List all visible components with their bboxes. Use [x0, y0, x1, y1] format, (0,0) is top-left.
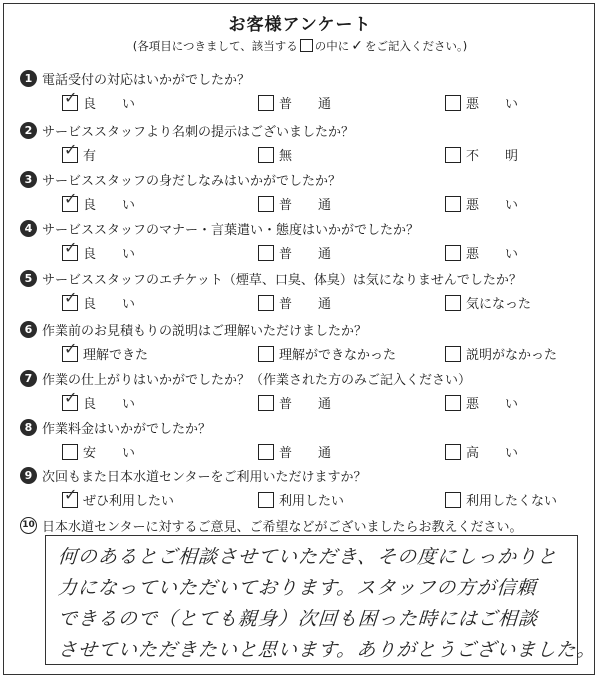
- answer-option[interactable]: [258, 93, 331, 112]
- question-heading: [20, 368, 471, 388]
- answer-option[interactable]: [258, 393, 331, 412]
- checkbox[interactable]: [62, 387, 78, 411]
- checkmark-icon: ✓: [64, 188, 78, 208]
- instruction-post: をご記入ください。): [365, 39, 468, 53]
- comment-line-2: 力になっていただいております。スタッフの方が信頼: [57, 577, 538, 599]
- checkmark-icon: ✓: [64, 139, 78, 159]
- instruction-mid: の中に: [314, 39, 350, 53]
- checkbox[interactable]: [445, 245, 461, 261]
- answer-option[interactable]: [445, 442, 518, 461]
- answer-option[interactable]: [445, 393, 518, 412]
- checkbox[interactable]: [445, 295, 461, 311]
- question-number-badge: 10: [20, 517, 37, 534]
- option-label: 利用したい: [279, 494, 345, 509]
- answer-option[interactable]: [62, 139, 97, 164]
- checkbox[interactable]: [62, 237, 78, 261]
- question-6: [20, 319, 590, 371]
- question-text: サービススタッフのマナー・言葉遣い・態度はいかがでしたか？: [42, 222, 420, 238]
- checkbox[interactable]: [62, 484, 78, 508]
- checkbox[interactable]: [258, 444, 274, 460]
- question-number-badge: 5: [20, 270, 37, 287]
- question-heading: [20, 465, 366, 485]
- option-label: 不 明: [466, 149, 519, 164]
- option-label: 良 い: [83, 198, 136, 213]
- question-9: [20, 465, 590, 517]
- question-text: 次回もまた日本水道センターをご利用いただけますか？: [42, 469, 367, 485]
- option-label: 良 い: [83, 97, 136, 112]
- option-label: 理解できた: [83, 348, 149, 363]
- option-label: 説明がなかった: [466, 348, 558, 363]
- answer-option[interactable]: [258, 442, 331, 461]
- checkbox[interactable]: [258, 147, 274, 163]
- checkmark-icon: ✓: [64, 237, 78, 257]
- question-10-text: 日本水道センターに対するご意見、ご希望などがございましたらお教えください。: [42, 519, 523, 535]
- answer-option[interactable]: [258, 344, 396, 363]
- checkbox[interactable]: [258, 395, 274, 411]
- answer-option[interactable]: [445, 293, 531, 312]
- checkmark-icon: ✓: [64, 287, 78, 307]
- question-number-badge: 9: [20, 467, 37, 484]
- question-heading: [20, 120, 354, 140]
- question-3: [20, 169, 590, 221]
- comment-line-4: させていただきたいと思います。ありがとうございました。: [57, 639, 598, 661]
- option-label: 普 通: [279, 247, 332, 262]
- question-number-badge: 7: [20, 370, 37, 387]
- checkbox[interactable]: [62, 338, 78, 362]
- question-text: 作業の仕上がりはいかがでしたか？（作業された方のみご記入ください）: [42, 372, 472, 388]
- question-number-badge: 6: [20, 321, 37, 338]
- answer-option[interactable]: [258, 145, 292, 164]
- option-label: 良 い: [83, 297, 136, 312]
- checkbox[interactable]: [62, 87, 78, 111]
- question-text: サービススタッフより名刺の提示はございましたか？: [42, 124, 355, 140]
- question-8: [20, 417, 590, 469]
- answer-option[interactable]: [258, 293, 331, 312]
- option-label: 悪 い: [466, 198, 519, 213]
- checkmark-icon: ✓: [64, 387, 78, 407]
- answer-option[interactable]: [445, 145, 518, 164]
- checkbox[interactable]: [445, 95, 461, 111]
- option-label: 普 通: [279, 198, 332, 213]
- checkmark-icon: ✓: [351, 38, 363, 54]
- question-text: 電話受付の対応はいかがでしたか？: [42, 72, 251, 88]
- question-heading: [20, 417, 211, 437]
- question-text: サービススタッフの身だしなみはいかがでしたか？: [42, 173, 342, 189]
- answer-option[interactable]: [445, 243, 518, 262]
- question-number-badge: 8: [20, 419, 37, 436]
- option-label: 高 い: [466, 446, 519, 461]
- answer-option[interactable]: [258, 194, 331, 213]
- checkbox[interactable]: [258, 245, 274, 261]
- option-label: 普 通: [279, 297, 332, 312]
- answer-option[interactable]: [62, 387, 136, 412]
- question-number-badge: 2: [20, 122, 37, 139]
- checkbox[interactable]: [445, 147, 461, 163]
- question-number-badge: 3: [20, 171, 37, 188]
- answer-option[interactable]: [62, 287, 136, 312]
- option-label: 安 い: [83, 446, 136, 461]
- checkbox[interactable]: [258, 492, 274, 508]
- answer-option[interactable]: [258, 490, 344, 509]
- answer-option[interactable]: [62, 87, 136, 112]
- checkbox[interactable]: [62, 444, 78, 460]
- question-1: [20, 68, 590, 120]
- question-heading: [20, 218, 419, 238]
- question-number-badge: 4: [20, 220, 37, 237]
- option-label: 有: [83, 149, 97, 164]
- checkbox[interactable]: [258, 295, 274, 311]
- question-number-badge: 1: [20, 70, 37, 87]
- question-10-heading: [20, 515, 522, 535]
- option-label: 良 い: [83, 247, 136, 262]
- option-label: 普 通: [279, 97, 332, 112]
- checkmark-icon: ✓: [64, 87, 78, 107]
- checkbox[interactable]: [258, 95, 274, 111]
- question-4: [20, 218, 590, 270]
- empty-box-icon: [300, 39, 313, 52]
- answer-option[interactable]: [445, 194, 518, 213]
- answer-option[interactable]: [445, 93, 518, 112]
- option-label: 悪 い: [466, 397, 519, 412]
- instruction-text: [0, 38, 600, 54]
- checkmark-icon: ✓: [64, 338, 78, 358]
- answer-option[interactable]: [62, 442, 135, 461]
- question-heading: [20, 68, 250, 88]
- answer-option[interactable]: [62, 237, 136, 262]
- question-2: [20, 120, 590, 172]
- checkbox[interactable]: [445, 492, 461, 508]
- checkbox[interactable]: [258, 346, 274, 362]
- checkbox[interactable]: [445, 444, 461, 460]
- question-heading: [20, 169, 341, 189]
- comment-line-3: できるので（とても親身）次回も困った時にはご相談: [57, 608, 539, 630]
- answer-option[interactable]: [62, 188, 136, 213]
- checkbox[interactable]: [445, 196, 461, 212]
- checkbox[interactable]: [62, 139, 78, 163]
- checkbox[interactable]: [62, 188, 78, 212]
- option-label: 気になった: [466, 297, 532, 312]
- question-text: サービススタッフのエチケット（煙草、口臭、体臭）は気になりませんでしたか？: [42, 272, 522, 288]
- question-heading: [20, 268, 522, 288]
- comment-line-1: 何のあるとご相談させていただき、その度にしっかりと: [57, 546, 558, 568]
- answer-option[interactable]: [62, 484, 175, 509]
- instruction-pre: (各項目につきまして、該当する: [132, 39, 298, 53]
- page-title: お客様アンケート: [228, 15, 372, 35]
- option-label: 普 通: [279, 397, 332, 412]
- option-label: 悪 い: [466, 97, 519, 112]
- option-label: 理解ができなかった: [279, 348, 397, 363]
- option-label: 無: [279, 149, 293, 164]
- checkbox[interactable]: [62, 287, 78, 311]
- option-label: 普 通: [279, 446, 332, 461]
- checkbox[interactable]: [258, 196, 274, 212]
- question-text: 作業前のお見積もりの説明はご理解いただけましたか？: [42, 323, 368, 339]
- question-text: 作業料金はいかがでしたか？: [42, 421, 212, 437]
- question-heading: [20, 319, 367, 339]
- question-7: [20, 368, 590, 420]
- answer-option[interactable]: [62, 338, 149, 363]
- answer-option[interactable]: [445, 490, 557, 509]
- answer-option[interactable]: [258, 243, 331, 262]
- checkmark-icon: ✓: [64, 484, 78, 504]
- option-label: 利用したくない: [466, 494, 558, 509]
- option-label: 良 い: [83, 397, 136, 412]
- checkbox[interactable]: [445, 346, 461, 362]
- question-5: [20, 268, 590, 320]
- option-label: 悪 い: [466, 247, 519, 262]
- checkbox[interactable]: [445, 395, 461, 411]
- option-label: ぜひ利用したい: [83, 494, 175, 509]
- answer-option[interactable]: [445, 344, 557, 363]
